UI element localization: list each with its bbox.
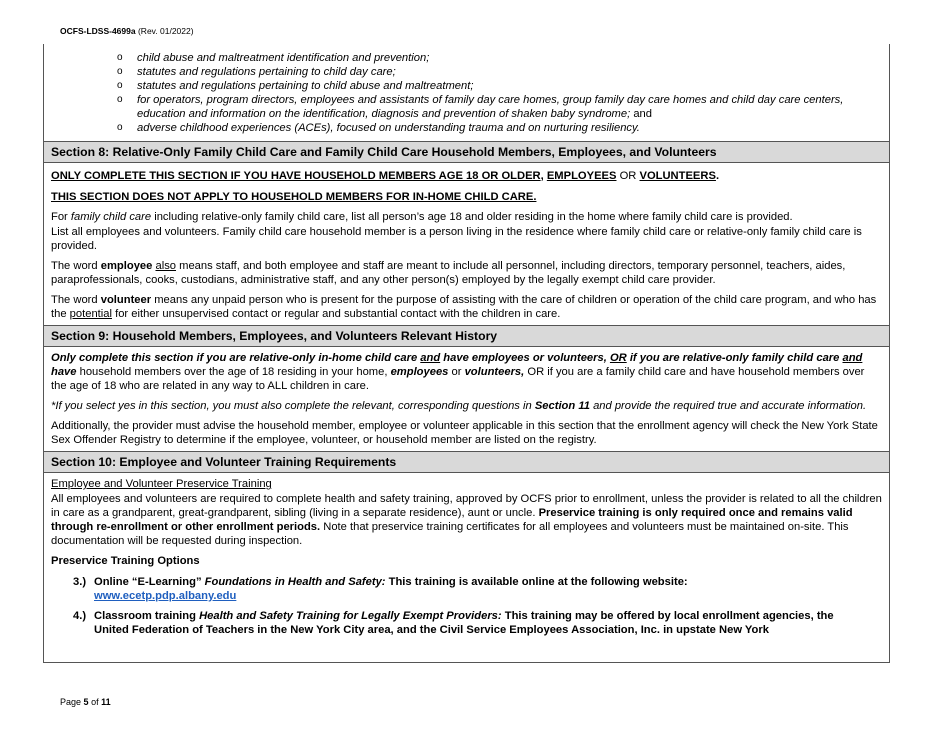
section-8-applicability: ONLY COMPLETE THIS SECTION IF YOU HAVE HOUSEHOLD MEMBERS AGE 18 OR OLDER, EMPLOYEES OR VOLUNTEERS. [51, 170, 720, 182]
section-8-paragraph: List all employees and volunteers. Family child care household member is a person living in the residence where family child care or relative-only family child care is provided. [51, 226, 862, 252]
section-9-body [44, 347, 889, 451]
list-item: o for operators, program directors, employees and assistants of family day care homes, group family day care homes and child day care centers, education and information on the identification, diagnosis and prevention of shaken baby syndrome; and [117, 94, 844, 120]
form-revision: (Rev. 01/2022) [137, 26, 194, 36]
section-9-header: Section 9: Household Members, Employees, and Volunteers Relevant History [44, 325, 889, 347]
section-9-paragraph: *If you select yes in this section, you must also complete the relevant, corresponding questions in Section 11 and provide the required true and accurate information. [51, 400, 867, 412]
bullet-circle-icon: o [117, 94, 123, 105]
form-code: OCFS-LDSS-4699a [60, 26, 136, 36]
section-8-paragraph: The word employee also means staff, and both employee and staff are meant to include all personnel, including directors, temporary personnel, teachers, aides, paraprofessionals, cooks, custodians, administrative staff, and any other person(s) employed by the legally exempt child care provider. [51, 260, 846, 286]
bullet-circle-icon: o [117, 80, 123, 91]
section-8-body [44, 163, 889, 325]
section-10-paragraph: All employees and volunteers are required to complete health and safety training, approved by OCFS prior to enrollment, unless the provider is related to all the children in care as a grandparent, great-grandparent, sibling (living in a separate residence), aunt or uncle. Preservice training is only required once and remains valid through re-enrollment or other enrollment periods. Note that preservice training certificates for all employees and volunteers must be maintained on-site. This documentation will be requested during inspection. [51, 493, 882, 547]
page-number: Page 5 of 11 [60, 697, 111, 707]
form-content-frame [43, 44, 890, 663]
list-item: 4.) Classroom training Health and Safety Training for Legally Exempt Providers: This training may be offered by local enrollment agencies, the United Federation of Teachers in the New York City area, and the Civil Service Employees Association, Inc. in upstate New York [73, 610, 834, 636]
list-item: o statutes and regulations pertaining to child abuse and maltreatment; [117, 80, 474, 92]
form-identifier [60, 26, 194, 36]
section-10-subheading: Employee and Volunteer Preservice Training [51, 478, 272, 490]
bullet-circle-icon: o [117, 122, 123, 133]
section-10-body [44, 473, 889, 645]
list-item: o adverse childhood experiences (ACEs), focused on understanding trauma and on nurturing resiliency. [117, 122, 640, 134]
training-topics-list [44, 44, 889, 141]
list-item: o statutes and regulations pertaining to child day care; [117, 66, 396, 78]
list-item: 3.) Online “E-Learning” Foundations in Health and Safety: This training is available online at the following website: www.ecetp.pdp.albany.edu [73, 576, 688, 602]
list-item: o child abuse and maltreatment identification and prevention; [117, 52, 430, 64]
section-8-exclusion: THIS SECTION DOES NOT APPLY TO HOUSEHOLD MEMBERS FOR IN-HOME CHILD CARE. [51, 191, 537, 203]
section-8-paragraph: The word volunteer means any unpaid person who is present for the purpose of assisting with the care of children or operation of the child care program, and who has the potential for either unsupervised contact or regular and substantial contact with the children in care. [51, 294, 877, 320]
preservice-options-heading: Preservice Training Options [51, 555, 200, 567]
section-10-header: Section 10: Employee and Volunteer Training Requirements [44, 451, 889, 473]
ecetp-website-link[interactable]: www.ecetp.pdp.albany.edu [94, 590, 237, 602]
section-8-header: Section 8: Relative-Only Family Child Care and Family Child Care Household Members, Employees, and Volunteers [44, 141, 889, 163]
preservice-options-list [51, 575, 882, 637]
bullet-circle-icon: o [117, 52, 123, 63]
section-9-paragraph: Additionally, the provider must advise the household member, employee or volunteer applicable in this section that the enrollment agency will check the New York State Sex Offender Registry to determine if the employee, volunteer, or household member are listed on the registry. [51, 420, 878, 446]
bullet-circle-icon: o [117, 66, 123, 77]
section-8-paragraph: For family child care including relative-only family child care, list all person’s age 18 and older residing in the home where family child care is provided. [51, 211, 793, 223]
section-9-paragraph: Only complete this section if you are relative-only in-home child care and have employees or volunteers, OR if you are relative-only family child care and have household members over the age of 18 residing in your home, employees or volunteers, OR if you are a family child care and have household members over the age of 18 who are related in any way to ALL children in care. [51, 352, 865, 392]
